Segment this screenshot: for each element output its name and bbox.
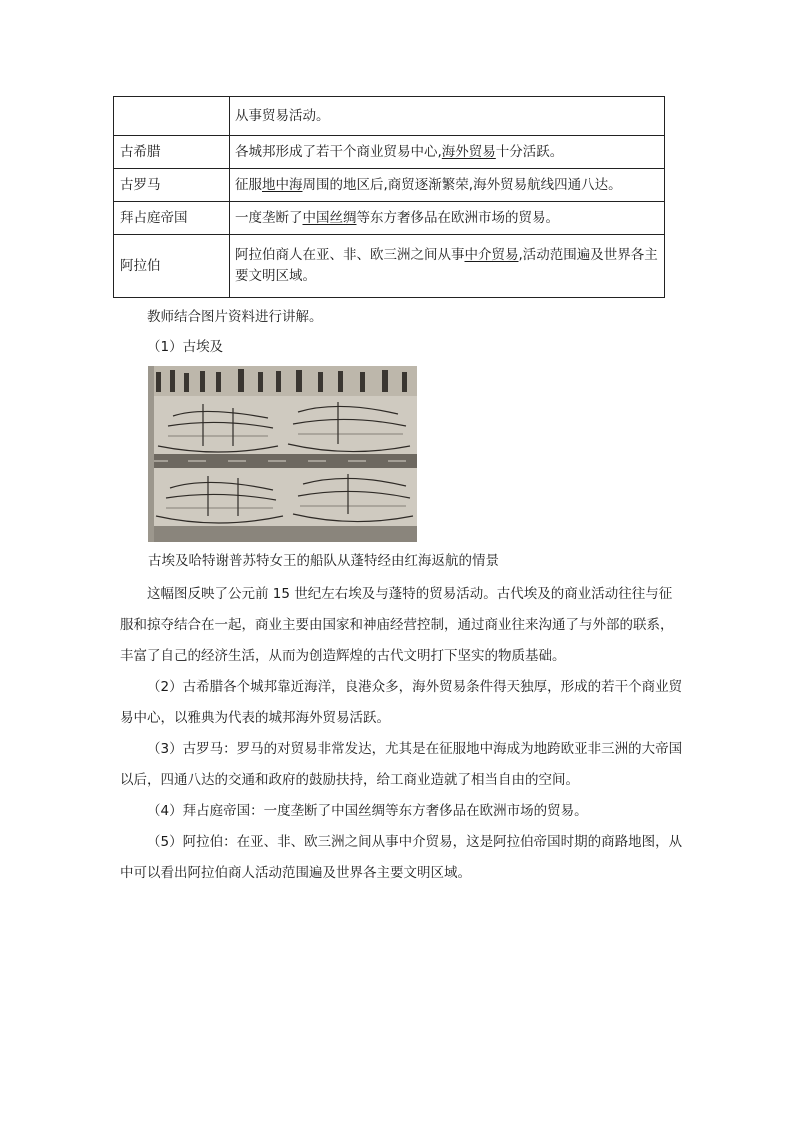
desc-cell [230,202,665,235]
desc-cell [230,97,665,136]
desc-cell [230,235,665,298]
region-cell: 古希腊 [114,136,230,169]
egyptian-fleet-relief-image [148,366,417,542]
desc-text: 征服 [235,176,262,193]
table-row [114,97,665,136]
figure-caption: 古埃及哈特谢普苏特女王的船队从蓬特经由红海返航的情景 [148,553,499,569]
desc-text: 一度垄断了 [235,209,303,226]
desc-text: 周围的地区后,商贸逐渐繁荣,海外贸易航线四通八达。 [302,176,622,193]
paragraph: （4）拜占庭帝国：一度垄断了中国丝绸等东方奢侈品在欧洲市场的贸易。 [147,803,588,819]
section-heading: （1）古埃及 [147,339,224,355]
region-cell: 古罗马 [114,169,230,202]
desc-cell [230,136,665,169]
desc-text: ,活动范围遍及世界各主要文明区域。 [235,247,658,284]
region-cell: 阿拉伯 [114,235,230,298]
desc-text: 十分活跃。 [495,143,564,160]
region-cell: 拜占庭帝国 [114,202,230,235]
table-row [114,136,665,169]
paragraph: （2）古希腊各个城邦靠近海洋，良港众多，海外贸易条件得天独厚，形成的若干个商业贸易中心，以雅典为代表的城邦海外贸易活跃。 [120,679,683,726]
desc-underlined-term: 地中海 [262,176,303,193]
desc-cell [230,169,665,202]
paragraph: （3）古罗马：罗马的对贸易非常发达，尤其是在征服地中海成为地跨欧亚非三洲的大帝国以后，四通八达的交通和政府的鼓励扶持，给工商业造就了相当自由的空间。 [120,741,683,788]
table-row [114,169,665,202]
paragraph: （5）阿拉伯：在亚、非、欧三洲之间从事中介贸易，这是阿拉伯帝国时期的商路地图，从中可以看出阿拉伯商人活动范围遍及世界各主要文明区域。 [120,834,683,881]
desc-text: 各城邦形成了若干个商业贸易中心, [235,143,442,160]
region-cell [114,97,230,136]
table-row [114,235,665,298]
desc-underlined-term: 中国丝绸 [302,209,357,226]
desc-text: 从事贸易活动。 [235,107,330,124]
intro-text: 教师结合图片资料进行讲解。 [147,309,323,325]
desc-text: 等东方奢侈品在欧洲市场的贸易。 [356,209,559,226]
desc-underlined-term: 海外贸易 [441,143,496,160]
table-row [114,202,665,235]
desc-text: 阿拉伯商人在亚、非、欧三洲之间从事 [235,247,465,263]
trade-table [113,96,665,298]
desc-underlined-term: 中介贸易 [464,247,519,263]
paragraph: 这幅图反映了公元前 15 世纪左右埃及与蓬特的贸易活动。古代埃及的商业活动往往与征服和掠夺结合在一起，商业主要由国家和神庙经营控制，通过商业往来沟通了与外部的联系，丰富了自己的经济生活，从而为创造辉煌的古代文明打下坚实的物质基础。 [120,586,674,664]
